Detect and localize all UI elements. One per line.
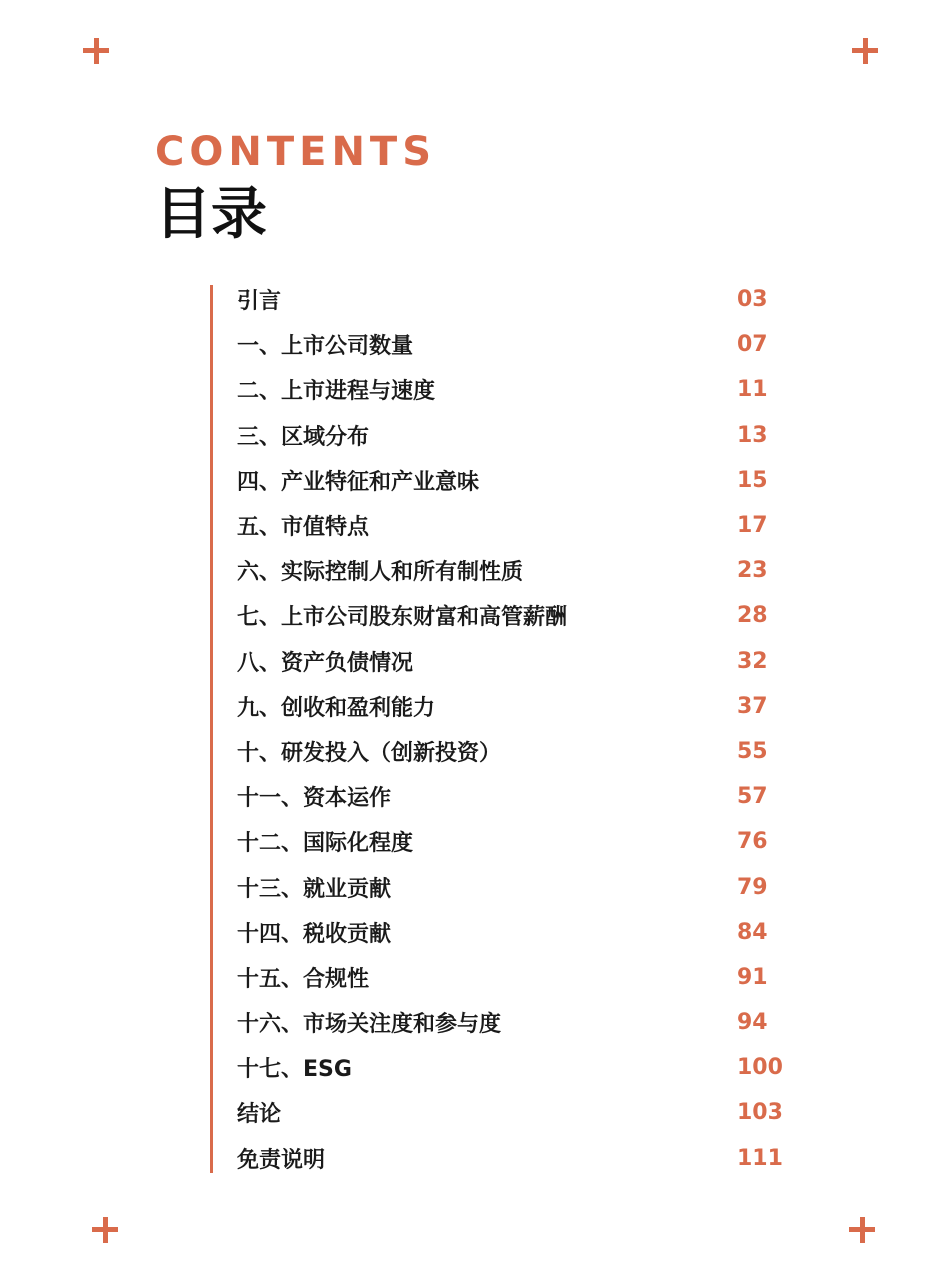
toc-item-page: 37 <box>737 693 768 719</box>
toc-item[interactable] <box>237 955 797 1000</box>
toc-item[interactable] <box>237 729 797 774</box>
toc-item-title: 十一、资本运作 <box>237 786 392 812</box>
plus-icon <box>92 1217 118 1243</box>
toc-item-page: 32 <box>737 648 768 674</box>
plus-icon <box>83 38 109 64</box>
toc-item-title: 九、创收和盈利能力 <box>237 695 436 721</box>
toc-item[interactable] <box>237 548 797 593</box>
toc-item-page: 17 <box>737 513 768 539</box>
page-title: 目录 <box>155 182 267 247</box>
toc-item[interactable] <box>237 639 797 684</box>
toc-item-page: 79 <box>737 874 768 900</box>
toc-item[interactable] <box>237 1090 797 1135</box>
toc-item-page: 57 <box>737 784 768 810</box>
toc-item-page: 100 <box>737 1055 783 1081</box>
toc-item[interactable] <box>237 458 797 503</box>
toc-item-page: 55 <box>737 738 768 764</box>
toc-item[interactable] <box>237 413 797 458</box>
contents-heading: CONTENTS <box>155 129 437 175</box>
toc-item-title: 十三、就业贡献 <box>237 876 392 902</box>
toc-item[interactable] <box>237 1136 797 1181</box>
toc-item[interactable] <box>237 277 797 322</box>
toc-item-title: 七、上市公司股东财富和高管薪酬 <box>237 605 568 631</box>
toc-item-page: 07 <box>737 332 768 358</box>
toc-accent-bar <box>210 285 213 1173</box>
toc-item-page: 103 <box>737 1100 783 1126</box>
toc-item-title: 四、产业特征和产业意味 <box>237 469 480 495</box>
toc-item[interactable] <box>237 1045 797 1090</box>
toc-item-title: 十、研发投入（创新投资） <box>237 740 502 766</box>
toc-item-title: 十五、合规性 <box>237 966 370 992</box>
toc-item-page: 111 <box>737 1145 783 1171</box>
toc-item-title: 十二、国际化程度 <box>237 831 414 857</box>
toc-item-title: 三、区域分布 <box>237 424 370 450</box>
toc-item-title: 引言 <box>237 289 282 315</box>
toc-item-page: 15 <box>737 467 768 493</box>
toc-item-page: 91 <box>737 964 768 990</box>
toc-item[interactable] <box>237 503 797 548</box>
toc-item-title: 八、资产负债情况 <box>237 650 414 676</box>
toc-item[interactable] <box>237 1000 797 1045</box>
toc-item-page: 84 <box>737 919 768 945</box>
toc-item-title: 结论 <box>237 1102 282 1128</box>
plus-icon <box>852 38 878 64</box>
toc-item[interactable] <box>237 774 797 819</box>
table-of-contents <box>237 277 797 1181</box>
toc-item-title: 五、市值特点 <box>237 515 370 541</box>
plus-icon <box>849 1217 875 1243</box>
toc-item[interactable] <box>237 819 797 864</box>
toc-item-title: 十六、市场关注度和参与度 <box>237 1012 502 1038</box>
toc-item[interactable] <box>237 684 797 729</box>
toc-item-title: 二、上市进程与速度 <box>237 379 436 405</box>
toc-item[interactable] <box>237 322 797 367</box>
toc-item-page: 76 <box>737 829 768 855</box>
toc-item-page: 94 <box>737 1010 768 1036</box>
toc-item-title: 一、上市公司数量 <box>237 334 414 360</box>
toc-item-title: 六、实际控制人和所有制性质 <box>237 560 524 586</box>
toc-item-page: 28 <box>737 603 768 629</box>
toc-item[interactable] <box>237 367 797 412</box>
toc-item-title: 十四、税收贡献 <box>237 921 392 947</box>
toc-item[interactable] <box>237 910 797 955</box>
toc-item-page: 11 <box>737 377 768 403</box>
toc-item[interactable] <box>237 593 797 638</box>
toc-item-title: 十七、ESG <box>237 1057 352 1083</box>
toc-item-page: 13 <box>737 422 768 448</box>
toc-item-page: 03 <box>737 287 768 313</box>
toc-item[interactable] <box>237 864 797 909</box>
toc-item-title: 免责说明 <box>237 1147 326 1173</box>
toc-item-page: 23 <box>737 558 768 584</box>
